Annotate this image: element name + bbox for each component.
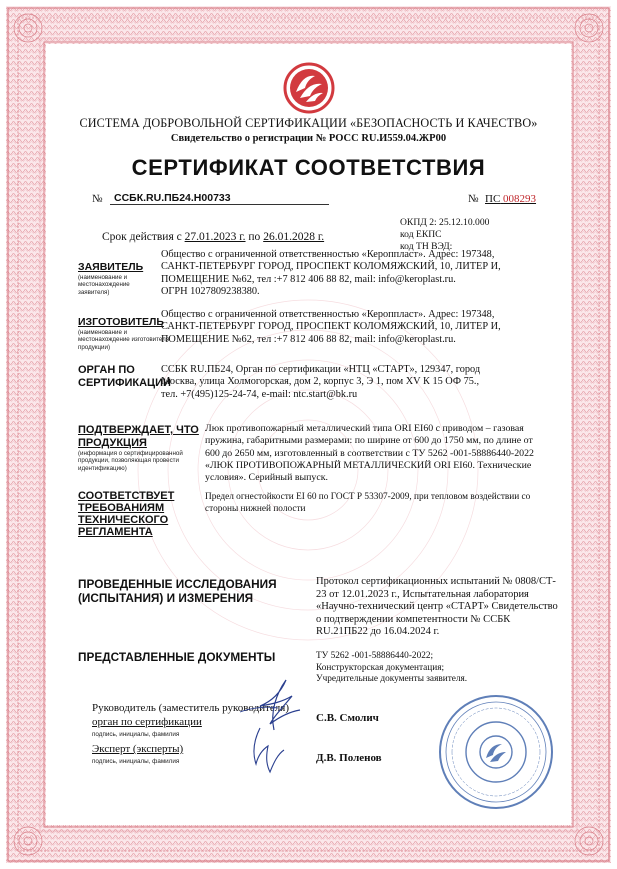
manufacturer-text [161,309,561,346]
body-line: тел. +7(495)125-24-74, e-mail: ntc.start@bk.ru [161,388,358,400]
validity-period [102,231,324,243]
document-line: ТУ 5262 -001-58886440-2022; [316,651,434,661]
okpd-code: ОКПД 2: 25.12.10.000 [400,217,490,228]
expert-title: Эксперт (эксперты) [92,743,184,755]
expert-name: Д.В. Поленов [316,752,382,764]
sublabel-line: (информация о сертифицированной [78,450,183,457]
product-line: Люк противопожарный металлический типа ORI EI60 с приводом – газовая [205,423,524,434]
certification-body-text [161,364,561,401]
label-line: ПРОДУКЦИЯ [78,437,147,449]
form-prefix: № [468,193,479,205]
classification-codes [400,217,489,252]
manufacturer-sublabel [78,329,169,351]
valid-to: 26.01.2028 г. [263,231,325,243]
sublabel-line: (наименование и [78,274,128,281]
applicant-line: САНКТ-ПЕТЕРБУРГ ГОРОД, ПРОСПЕКТ КОЛОМЯЖСКИЙ, 10, ЛИТЕР И, [161,261,501,273]
compliance-text [205,492,570,515]
product-line: пружина, габаритными размерами: по ширине от 600 до 1750 мм, по длине от [205,435,533,447]
label-line: РЕГЛАМЕНТА [78,526,153,538]
certificate-number: ССБК.RU.ПБ24.Н00733 [110,192,329,205]
compliance-line: Предел огнестойкости EI 60 по ГОСТ Р 53307-2009, при тепловом воздействии со [205,492,531,502]
sublabel-line: продукции, позволяющая провести [78,457,179,465]
validity-label: Срок действия с [102,231,182,243]
expert-sublabel: подпись, инициалы, фамилия [92,758,180,765]
sublabel-line: местонахождение [78,281,130,289]
manufacturer-label: ИЗГОТОВИТЕЛЬ [78,316,164,328]
document-title: СЕРТИФИКАТ СООТВЕТСТВИЯ [131,155,486,180]
label-line: ОРГАН ПО [78,364,135,376]
head-name: С.В. Смолич [316,712,379,724]
product-text [205,423,570,484]
signature-expert [232,722,292,777]
manufacturer-line: САНКТ-ПЕТЕРБУРГ ГОРОД, ПРОСПЕКТ КОЛОМЯЖСКИЙ, 10, ЛИТЕР И, [161,321,501,333]
tests-line: RU.21ПБ22 до 16.04.2024 г. [316,626,440,637]
applicant-line: ОГРН 1027809238380. [161,285,260,297]
applicant-sublabel [78,274,130,296]
product-sublabel [78,450,183,472]
ekps-code: код ЕКПС [400,228,442,240]
certification-body-label [78,364,171,390]
sublabel-line: продукции) [78,343,111,351]
head-body: орган по сертификации [92,716,202,728]
label-line: ПОДТВЕРЖДАЕТ, ЧТО [78,424,199,436]
label-line: ТЕХНИЧЕСКОГО [78,514,169,526]
manufacturer-line: ПОМЕЩЕНИЕ №62, тел :+7 812 406 88 82, mail: info@keroplast.ru. [161,333,456,345]
documents-label: ПРЕДСТАВЛЕННЫЕ ДОКУМЕНТЫ [78,650,276,664]
sublabel-line: идентификацию) [78,464,127,472]
applicant-label: ЗАЯВИТЕЛЬ [78,261,144,273]
tnved-code: код ТН ВЭД: [400,240,453,252]
form-number [485,193,536,205]
sublabel-line: местонахождение изготовителя [78,336,170,344]
compliance-line: стороны нижней полости [205,503,306,514]
form-series: ПС [485,193,501,205]
sublabel-line: заявителя) [78,288,110,296]
registration-number: Свидетельство о регистрации № РОСС RU.И559.04.ЖР00 [170,133,447,144]
sublabel-line: (наименование и [78,329,128,336]
label-line: ТРЕБОВАНИЯМ [78,502,165,514]
applicant-text [161,249,561,298]
product-line: условия». Серийный выпуск. [205,472,328,484]
head-title: Руководитель (заместитель руководителя) [92,702,289,714]
manufacturer-line: Общество с ограниченной ответственностью «Кероппласт». Адрес: 197348, [161,309,495,320]
body-line: Москва, улица Холмогорская, дом 2, корпус 3, Э 1, пом XV К 15 ОФ 75., [161,376,480,388]
applicant-line: ПОМЕЩЕНИЕ №62, тел :+7 812 406 88 82, mail: info@keroplast.ru. [161,273,456,285]
tests-line: 23 от 12.01.2023 г., Испытательная лаборатория [316,588,529,600]
tests-label [78,577,277,605]
body-line: ССБК RU.ПБ24, Орган по сертификации «НТЦ «СТАРТ», 129347, город [161,364,481,375]
tests-line: «Научно-технический центр «СТАРТ» Свидетельство [316,601,558,612]
document-line: Учредительные документы заявителя. [316,674,468,684]
certification-stamp [436,692,556,812]
system-name: СИСТЕМА ДОБРОВОЛЬНОЙ СЕРТИФИКАЦИИ «БЕЗОПАСНОСТЬ И КАЧЕСТВО» [79,116,538,130]
tests-line: о подтверждении компетентности № ССБК [316,613,511,625]
label-line: СЕРТИФИКАЦИИ [78,377,171,389]
product-line: «ЛЮК ПРОТИВОПОЖАРНЫЙ МЕТАЛЛИЧЕСКИЙ ORI EI60. Технические [205,459,532,471]
label-line: (ИСПЫТАНИЯ) И ИЗМЕРЕНИЯ [78,591,254,605]
valid-from: 27.01.2023 г. [184,231,246,243]
number-prefix: № [92,193,103,205]
validity-to: по [248,231,261,243]
tests-line: Протокол сертификационных испытаний № 0808/СТ- [316,576,556,587]
tests-text [316,576,561,639]
product-line: 600 до 2650 мм, изготовленный в соответствии с ТУ 5262 -001-58886440-2022 [205,447,534,459]
head-sublabel: подпись, инициалы, фамилия [92,731,180,738]
certification-logo [283,62,335,114]
document-line: Конструкторская документация; [316,662,445,673]
label-line: ПРОВЕДЕННЫЕ ИССЛЕДОВАНИЯ [78,577,277,591]
compliance-label [78,490,174,538]
label-line: СООТВЕТСТВУЕТ [78,490,175,502]
applicant-line: Общество с ограниченной ответственностью «Кероппласт». Адрес: 197348, [161,249,495,260]
product-label [78,424,199,450]
documents-text [316,651,561,686]
form-serial: 008293 [503,193,537,205]
